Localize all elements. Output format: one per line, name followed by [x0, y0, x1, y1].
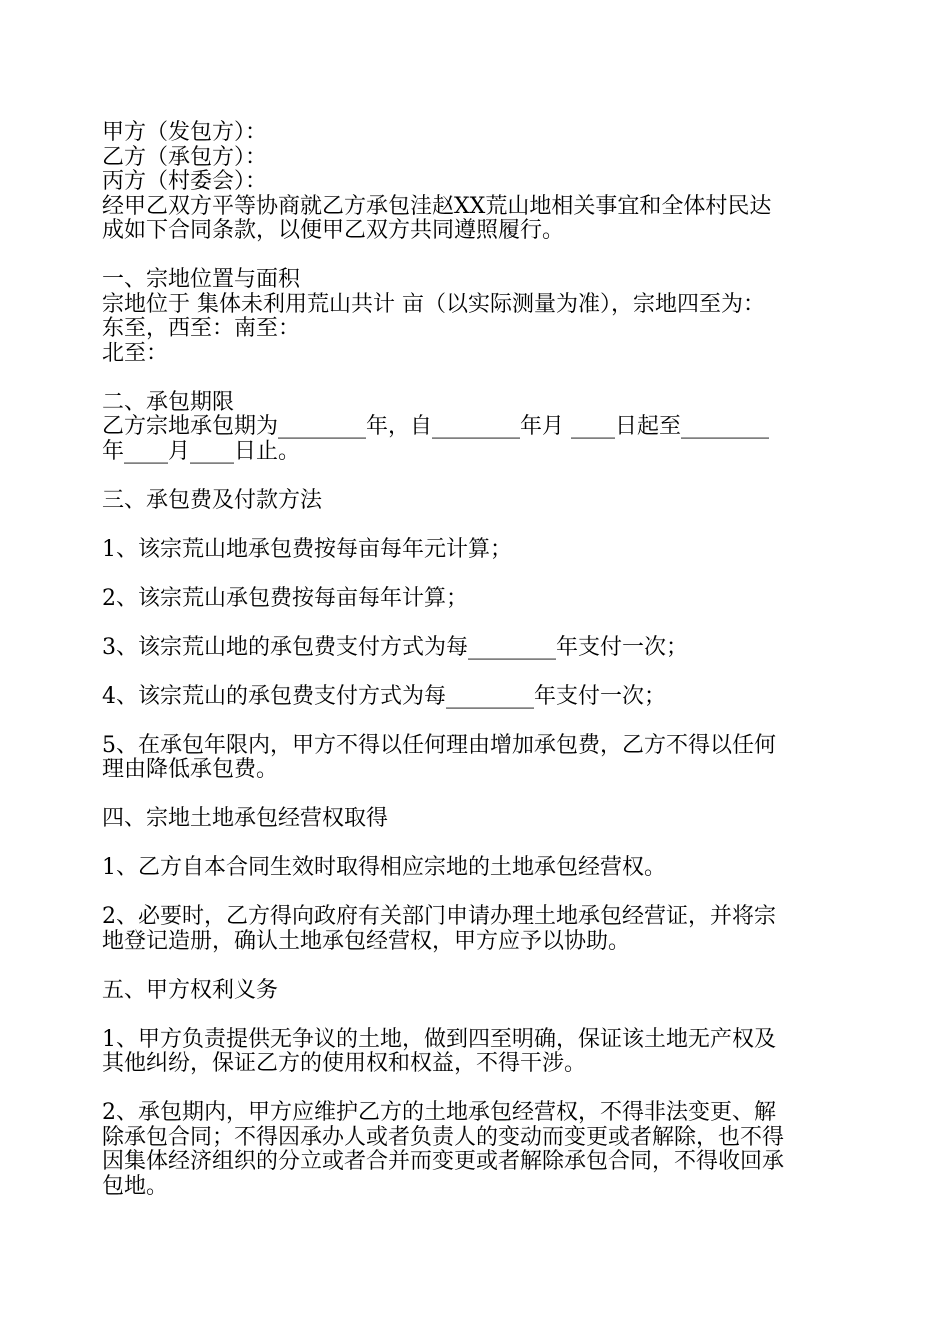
- rights-item: 1、乙方自本合同生效时取得相应宗地的土地承包经营权。: [102, 855, 666, 880]
- duty-item: 2、承包期内，甲方应维护乙方的土地承包经营权，不得非法变更、解: [102, 1100, 776, 1125]
- fee-item: 理由降低承包费。: [102, 757, 279, 782]
- duty-item: 1、甲方负责提供无争议的土地，做到四至明确，保证该土地无产权及: [102, 1026, 776, 1052]
- paragraph-gap: [102, 881, 862, 906]
- paragraph-gap: [102, 464, 862, 489]
- paragraph-gap: [102, 513, 862, 538]
- rights-item: 2、必要时，乙方得向政府有关部门申请办理土地承包经营证，并将宗: [102, 904, 776, 929]
- paragraph-gap: [102, 660, 862, 685]
- duty-item: 包地。: [102, 1173, 169, 1199]
- fee-item: 2、该宗荒山承包费按每亩每年计算；: [102, 585, 468, 611]
- fee-item: 5、在承包年限内，甲方不得以任何理由增加承包费，乙方不得以任何: [102, 732, 776, 758]
- party-a-line: 甲方（发包方）：: [102, 120, 268, 145]
- party-c-line: 丙方（村委会）：: [102, 169, 268, 194]
- term-line: 乙方宗地承包期为________年，自________年月 ____日起至________: [102, 414, 769, 439]
- location-line: 北至：: [102, 340, 169, 366]
- paragraph-gap: [102, 1003, 862, 1028]
- paragraph-gap: [102, 562, 862, 587]
- paragraph-gap: [102, 954, 862, 979]
- term-line: 年____月____日止。: [102, 438, 301, 464]
- location-line: 宗地位于 集体未利用荒山共计 亩（以实际测量为准），宗地四至为：: [102, 291, 765, 317]
- duty-item: 因集体经济组织的分立或者合并而变更或者解除承包合同，不得收回承: [102, 1149, 785, 1174]
- intro-line: 成如下合同条款，以便甲乙双方共同遵照履行。: [102, 218, 565, 243]
- location-line: 东至，西至：南至：: [102, 316, 301, 341]
- paragraph-gap: [102, 1077, 862, 1102]
- duty-item: 除承包合同；不得因承办人或者负责人的变动而变更或者解除，也不得: [102, 1124, 785, 1150]
- rights-item: 地登记造册，确认土地承包经营权，甲方应予以协助。: [102, 928, 631, 954]
- paragraph-gap: [102, 611, 862, 636]
- fee-item: 3、该宗荒山地的承包费支付方式为每________年支付一次；: [102, 634, 688, 660]
- paragraph-gap: [102, 366, 862, 391]
- party-b-line: 乙方（承包方）：: [102, 144, 268, 170]
- contract-body: [102, 121, 862, 1199]
- fee-item: 1、该宗荒山地承包费按每亩每年元计算；: [102, 536, 512, 562]
- section-heading-location: 一、宗地位置与面积: [102, 267, 301, 292]
- section-heading-fees: 三、承包费及付款方法: [102, 487, 323, 513]
- fee-item: 4、该宗荒山的承包费支付方式为每________年支付一次；: [102, 683, 666, 709]
- paragraph-gap: [102, 244, 862, 269]
- section-heading-party-a-duties: 五、甲方权利义务: [102, 977, 279, 1003]
- section-heading-rights-acquisition: 四、宗地土地承包经营权取得: [102, 806, 389, 831]
- duty-item: 其他纠纷，保证乙方的使用权和权益，不得干涉。: [102, 1051, 587, 1076]
- paragraph-gap: [102, 783, 862, 808]
- paragraph-gap: [102, 709, 862, 734]
- section-heading-term: 二、承包期限: [102, 389, 235, 415]
- paragraph-gap: [102, 832, 862, 857]
- intro-line: 经甲乙双方平等协商就乙方承包洼赵XX荒山地相关事宜和全体村民达: [102, 193, 772, 219]
